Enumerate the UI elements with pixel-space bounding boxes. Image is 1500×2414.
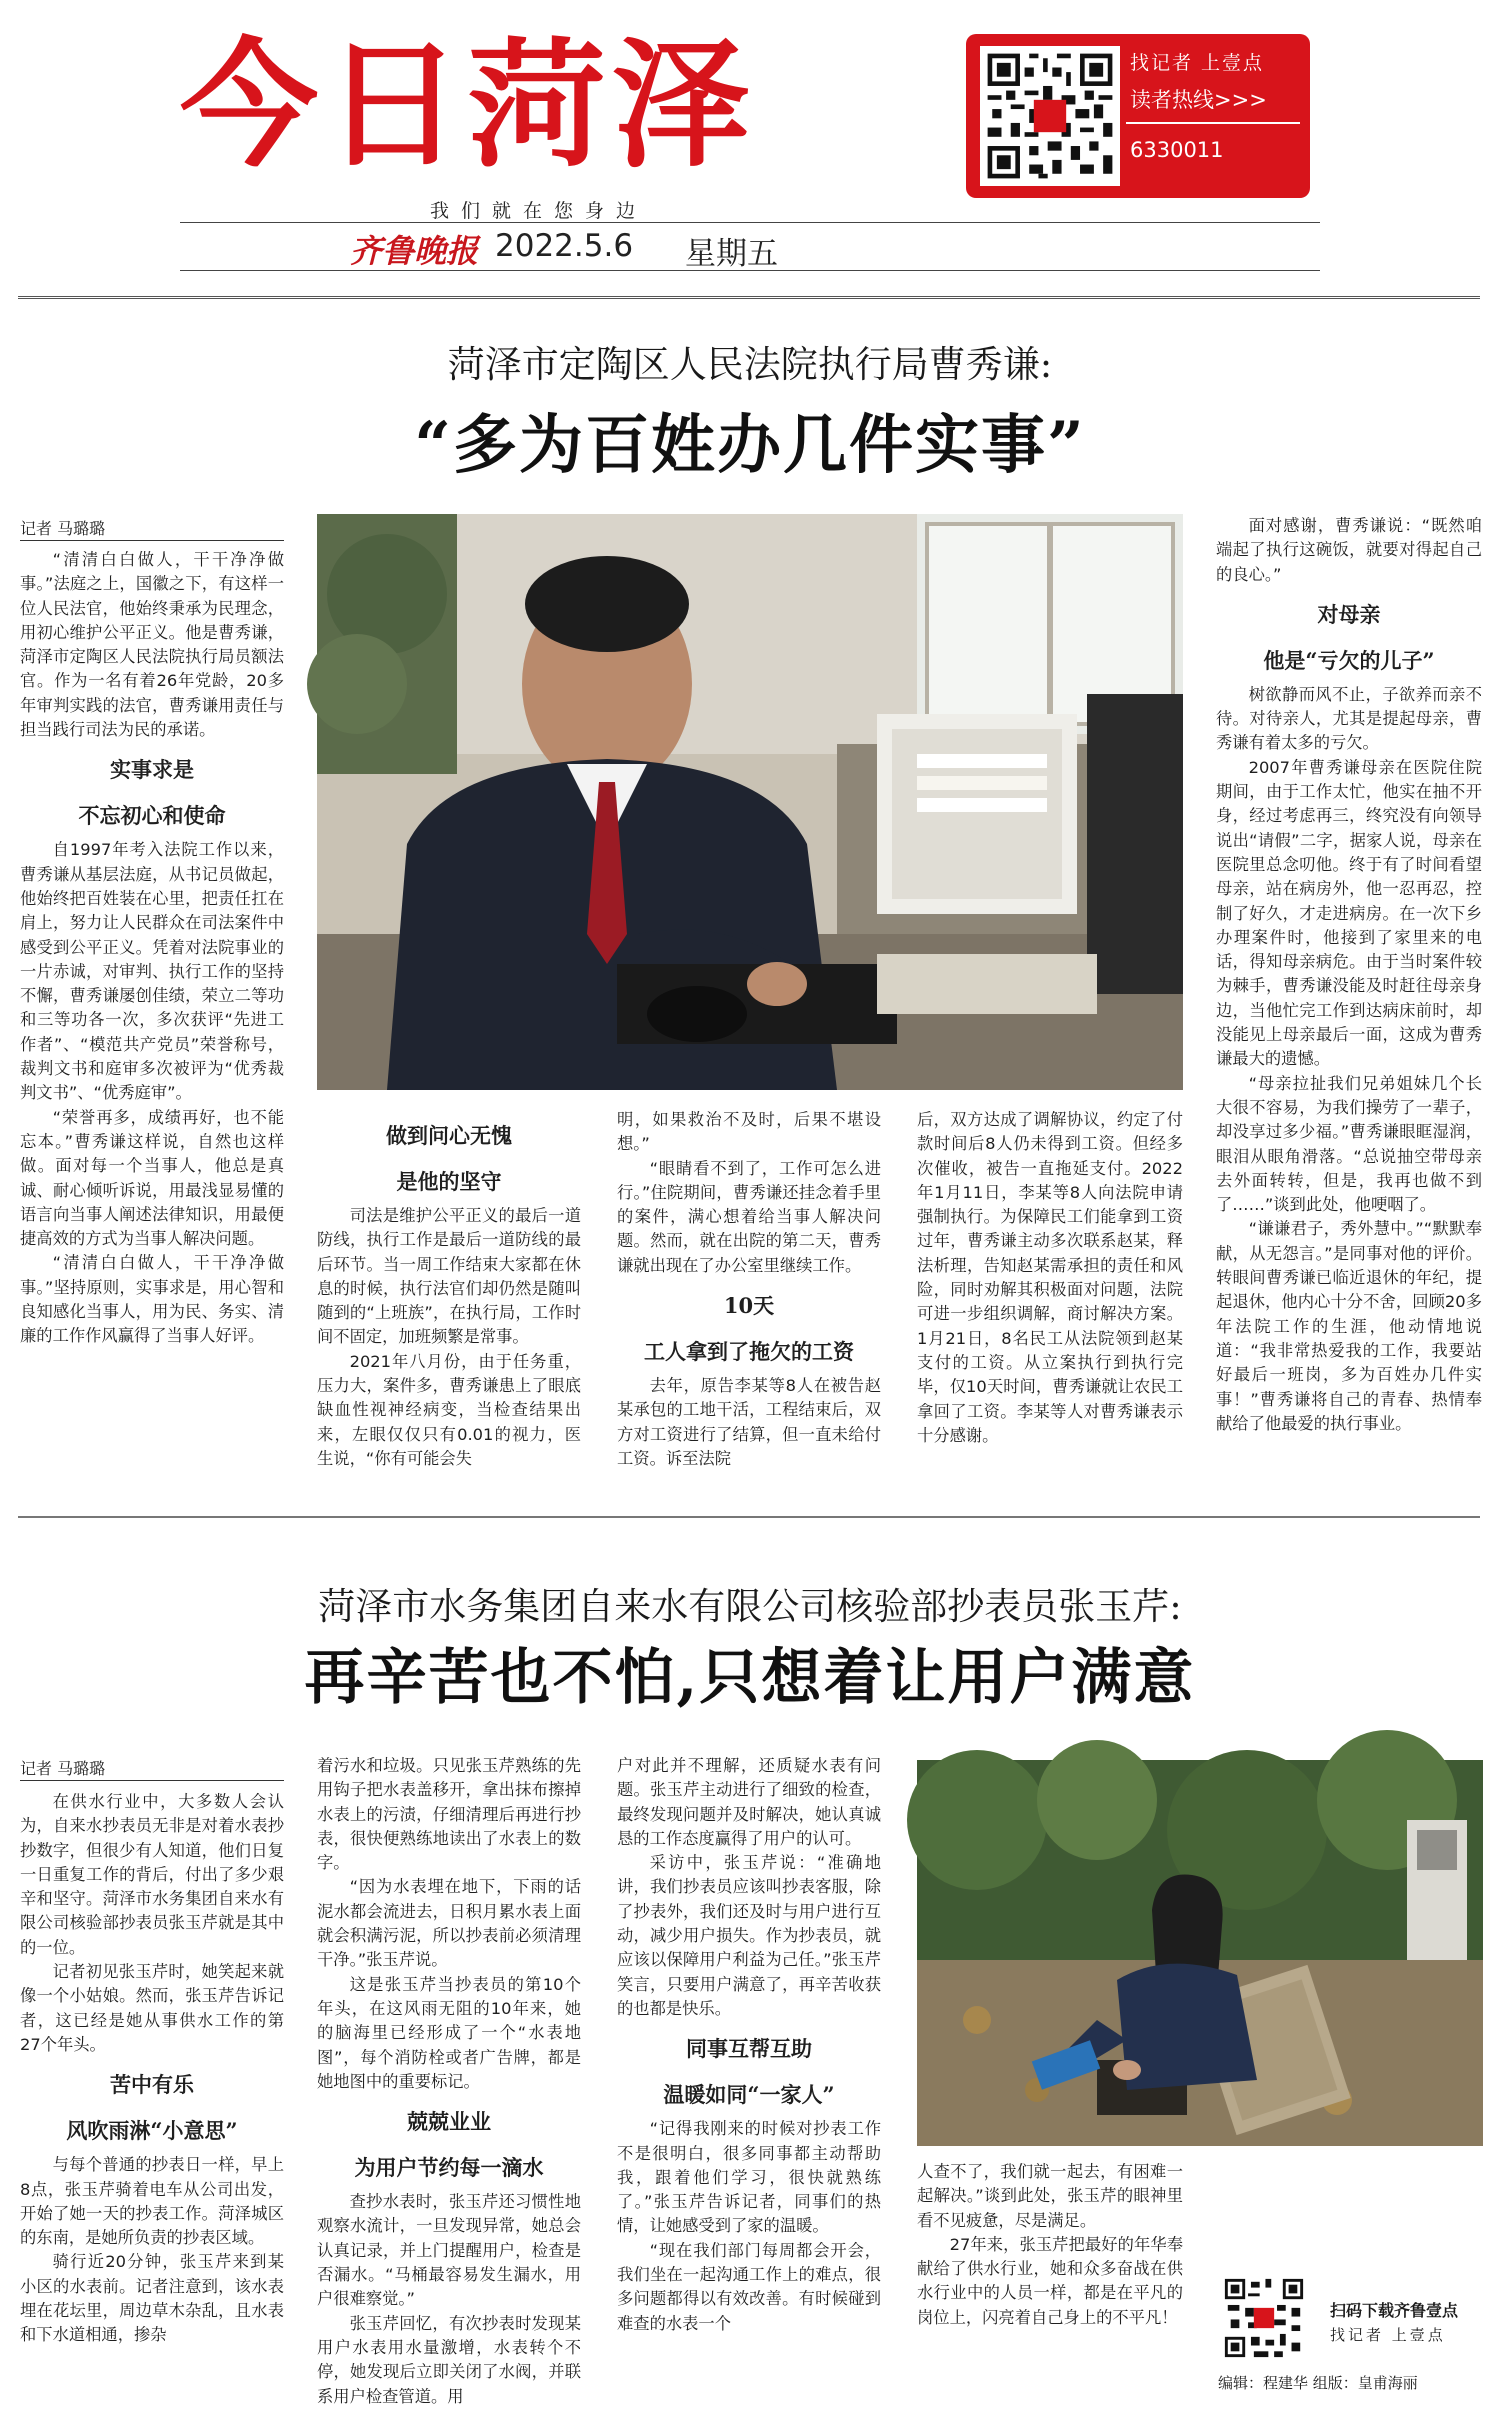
body-paragraph: 2007年曹秀谦母亲在医院住院期间，由于工作太忙，他实在抽不开身，经过考虑再三，终究没有向领导说出“请假”二字，据家人说，母亲在医院里总念叨他。终于有了时间看望母亲，站在病房外，他一忍再忍，控制了好久，才走进病房。在一次下乡办理案件时，他接到了家里来的电话，得知母亲病危。由于当时案件较为棘手，曹秀谦没能及时赶往母亲身边，当他忙完工作到达病床前时，却没能见上母亲最后一面，这成为曹秀谦最大的遗憾。 — [1216, 757, 1482, 1069]
article1-photo — [317, 514, 1183, 1090]
body-paragraph: 着污水和垃圾。只见张玉芹熟练的先用钩子把水表盖移开，拿出抹布擦掉水表上的污渍，仔细清理后再进行抄表，很快便熟练地读出了水表上的数字。 — [317, 1756, 581, 1873]
section-heading: 他是“亏欠的儿子” — [1263, 647, 1435, 673]
hotline-number: 6330011 — [1130, 138, 1224, 162]
section-heading: 不忘初心和使命 — [78, 803, 226, 829]
section-heading: 工人拿到了拖欠的工资 — [644, 1339, 854, 1365]
body-paragraph: 树欲静而风不止，子欲养而亲不待。对待亲人，尤其是提起母亲，曹秀谦有着太多的亏欠。 — [1216, 684, 1482, 753]
article1-title: “多为百姓办几件实事” — [414, 408, 1086, 483]
section-heading: 对母亲 — [1317, 601, 1381, 627]
section-heading: 为用户节约每一滴水 — [354, 2155, 544, 2181]
article1-column-5 — [1216, 514, 1482, 1492]
article1-byline: 记者 马璐璐 — [20, 519, 106, 538]
masthead-slogan: 我们就在您身边 — [430, 200, 648, 222]
body-paragraph: 后，双方达成了调解协议，约定了付款时间后8人仍未得到工资。但经多次催收，被告一直拖延支付。2022年1月11日，李某等8人向法院申请强制执行。为保障民工们能拿到工资过年，曹秀谦主动多次联系赵某，释法析理，告知赵某需承担的责任和风险，同时劝解其积极面对问题，法院可进一步组织调解，商讨解决方案。1月21日，8名民工从法院领到赵某支付的工资。从立案执行到执行完毕，仅10天时间，曹秀谦就让农民工拿回了工资。李某等人对曹秀谦表示十分感谢。 — [917, 1110, 1183, 1445]
editors-credit: 编辑：程建华 组版：皇甫海丽 — [1218, 2374, 1418, 2392]
article2-column-4 — [917, 2160, 1183, 2390]
hotline-slogan: 找记者 上壹点 — [1130, 52, 1265, 74]
issue-date: 2022.5.6 — [495, 228, 634, 264]
body-paragraph: 张玉芹回忆，有次抄表时发现某用户水表用水量激增，水表转个不停，她发现后立即关闭了水阀，并联系用户检查管道。用 — [317, 2313, 581, 2406]
body-paragraph: 采访中，张玉芹说：“准确地讲，我们抄表员应该叫抄表客服，除了抄表外，我们还及时与用户进行互动，减少用户损失。作为抄表员，就应该以保障用户利益为己任。”张玉芹笑言，只要用户满意了，再辛苦收获的也都是快乐。 — [617, 1853, 881, 2018]
page-separator — [18, 296, 1480, 299]
byline-rule — [20, 1780, 284, 1781]
body-paragraph: 面对感谢，曹秀谦说：“既然咱端起了执行这碗饭，就要对得起自己的良心。” — [1216, 516, 1482, 584]
section-heading: 10天 — [723, 1293, 775, 1319]
body-paragraph: 人查不了，我们就一起去，有困难一起解决。”谈到此处，张玉芹的眼神里看不见疲惫，尽是满足。 — [917, 2162, 1183, 2230]
section-heading: 做到问心无愧 — [386, 1123, 512, 1148]
body-paragraph: 司法是维护公平正义的最后一道防线，执行工作是最后一道防线的最后环节。当一周工作结束大家都在休息的时候，执行法官们却仍然是随叫随到的“上班族”，在执行局，工作时间不固定，加班频繁是常事。 — [317, 1206, 581, 1347]
body-paragraph: “荣誉再多，成绩再好，也不能忘本。”曹秀谦这样说，自然也这样做。面对每一个当事人，他总是真诚、耐心倾听诉说，用最浅显易懂的语言向当事人阐述法律知识，用最便捷高效的方式为当事人解决问题。 — [20, 1107, 284, 1249]
body-paragraph: 2021年八月份，由于任务重，压力大，案件多，曹秀谦患上了眼底缺血性视神经病变，当检查结果出来，左眼仅仅只有0.01的视力，医生说，“你有可能会失 — [317, 1351, 581, 1468]
article2-subtitle: 菏泽市水务集团自来水有限公司核验部抄表员张玉芹: — [318, 1585, 1182, 1628]
qr-code-icon[interactable] — [980, 46, 1120, 186]
article2-photo — [917, 1760, 1483, 2146]
body-paragraph: 查抄水表时，张玉芹还习惯性地观察水流计，一旦发现异常，她总会认真记录，并上门提醒用户，检查是否漏水。“马桶最容易发生漏水，用户很难察觉。” — [317, 2192, 581, 2309]
body-paragraph: “清清白白做人，干干净净做事。”法庭之上，国徽之下，有这样一位人民法官，他始终秉承为民理念，用初心维护公平正义。他是曹秀谦，菏泽市定陶区人民法院执行局员额法官。作为一名有着26年党龄，20多年审判实践的法官，曹秀谦用责任与担当践行司法为民的承诺。 — [20, 550, 284, 740]
body-paragraph: 在供水行业中，大多数人会认为，自来水抄表员无非是对着水表抄抄数字，但很少有人知道，他们日复一日重复工作的背后，付出了多少艰辛和坚守。菏泽市水务集团自来水有限公司核验部抄表员张玉芹就是其中的一位。 — [20, 1792, 284, 1957]
article2-title: 再辛苦也不怕,只想着让用户满意 — [304, 1643, 1196, 1713]
body-paragraph: 骑行近20分钟，张玉芹来到某小区的水表前。记者注意到，该水表埋在花坛里，周边草木杂乱，且水表和下水道相通，掺杂 — [20, 2252, 284, 2345]
section-heading: 实事求是 — [110, 757, 194, 783]
app-qr-code-icon[interactable] — [1222, 2276, 1306, 2360]
masthead-rule-top — [180, 222, 1320, 223]
body-paragraph: “清清白白做人，干干净净做事。”坚持原则，实事求是，用心智和良知感化当事人，用为民、务实、清廉的工作作风赢得了当事人好评。 — [20, 1253, 284, 1346]
section-separator — [18, 1516, 1480, 1518]
hotline-label: 读者热线>>> — [1130, 88, 1267, 112]
body-paragraph: “谦谦君子，秀外慧中。”“默默奉献，从无怨言。”是同事对他的评价。转眼间曹秀谦已临近退休的年纪，提起退休，他内心十分不舍，回顾20多年法院工作的生涯，他动情地说道：“我非常热爱我的工作，我要站好最后一班岗，多为百姓办几件实事！”曹秀谦将自己的青春、热情奉献给了他最爱的执行事业。 — [1216, 1219, 1482, 1433]
body-paragraph: “现在我们部门每周都会开会，我们坐在一起沟通工作上的难点，很多问题都得以有效改善。有时候碰到难查的水表一个 — [617, 2240, 881, 2333]
hotline-divider — [1126, 122, 1300, 124]
body-paragraph: 明，如果救治不及时，后果不堪设想。” — [617, 1110, 881, 1154]
issue-weekday: 星期五 — [685, 236, 778, 272]
paper-name-logo: 齐鲁晚报 — [350, 232, 479, 270]
section-heading: 是他的坚守 — [396, 1169, 502, 1194]
article1-column-2 — [317, 1108, 581, 1492]
body-paragraph: 去年，原告李某等8人在被告赵某承包的工地干活，工程结束后，双方对工资进行了结算，但一直未给付工资。诉至法院 — [617, 1376, 881, 1468]
app-download-label: 扫码下载齐鲁壹点 — [1330, 2301, 1459, 2320]
section-heading: 温暖如同“一家人” — [663, 2082, 835, 2108]
article2-byline: 记者 马璐璐 — [20, 1759, 106, 1778]
masthead-rule-bottom — [180, 270, 1320, 271]
body-paragraph: 户对此并不理解，还质疑水表有问题。张玉芹主动进行了细致的检查，最终发现问题并及时解决，她认真诚恳的工作态度赢得了用户的认可。 — [617, 1756, 881, 1848]
app-download-slogan: 找记者 上壹点 — [1330, 2326, 1446, 2344]
article2-column-1 — [20, 1790, 284, 2390]
body-paragraph: “记得我刚来的时候对抄表工作不是很明白，很多同事都主动帮助我，跟着他们学习，很快就熟练了。”张玉芹告诉记者，同事们的热情，让她感受到了家的温暖。 — [617, 2119, 881, 2236]
section-heading: 苦中有乐 — [110, 2072, 194, 2098]
article1-column-1 — [20, 548, 284, 1492]
article1-column-4 — [917, 1108, 1183, 1492]
body-paragraph: “眼睛看不到了，工作可怎么进行。”住院期间，曹秀谦还挂念着手里的案件，满心想着给当事人解决问题。然而，就在出院的第二天，曹秀谦就出现在了办公室里继续工作。 — [617, 1158, 881, 1275]
section-heading: 同事互帮互助 — [686, 2036, 812, 2062]
body-paragraph: 这是张玉芹当抄表员的第10个年头，在这风雨无阻的10年来，她的脑海里已经形成了一个“水表地图”，每个消防栓或者广告牌，都是她地图中的重要标记。 — [317, 1974, 581, 2091]
section-heading: 兢兢业业 — [407, 2109, 491, 2135]
article1-subtitle: 菏泽市定陶区人民法院执行局曹秀谦: — [447, 343, 1053, 386]
body-paragraph: 27年来，张玉芹把最好的年华奉献给了供水行业，她和众多奋战在供水行业中的人员一样，都是在平凡的岗位上，闪亮着自己身上的不平凡！ — [917, 2234, 1183, 2327]
byline-rule — [20, 540, 284, 541]
article1-column-3 — [617, 1108, 881, 1492]
body-paragraph: “因为水表埋在地下，下雨的话泥水都会流进去，日积月累水表上面就会积满污泥，所以抄表前必须清理干净。”张玉芹说。 — [317, 1877, 581, 1970]
body-paragraph: 自1997年考入法院工作以来，曹秀谦从基层法庭，从书记员做起，他始终把百姓装在心里，把责任扛在肩上，努力让人民群众在司法案件中感受到公平正义。凭着对法院事业的一片赤诚，对审判、执行工作的坚持不懈，曹秀谦屡创佳绩，荣立二等功和三等功各一次，多次获评“先进工作者”、“模范共产党员”荣誉称号，裁判文书和庭审多次被评为“优秀裁判文书”、“优秀庭审”。 — [20, 840, 284, 1103]
article2-column-3 — [617, 1754, 881, 2390]
body-paragraph: 记者初见张玉芹时，她笑起来就像一个小姑娘。然而，张玉芹告诉记者，这已经是她从事供水工作的第27个年头。 — [20, 1962, 284, 2054]
body-paragraph: “母亲拉扯我们兄弟姐妹几个长大很不容易，为我们操劳了一辈子，却没享过多少福。”曹秀谦眼眶湿润，眼泪从眼角滑落。“总说抽空带母亲去外面转转，但是，我再也做不到了……”谈到此处，他哽咽了。 — [1216, 1073, 1482, 1215]
article2-column-2 — [317, 1754, 581, 2406]
body-paragraph: 与每个普通的抄表日一样，早上8点，张玉芹骑着电车从公司出发，开始了她一天的抄表工作。菏泽城区的东南，是她所负责的抄表区域。 — [20, 2155, 284, 2248]
masthead-title: 今日菏泽 — [180, 25, 757, 186]
reader-hotline-box — [966, 34, 1310, 198]
section-heading: 风吹雨淋“小意思” — [66, 2118, 238, 2144]
